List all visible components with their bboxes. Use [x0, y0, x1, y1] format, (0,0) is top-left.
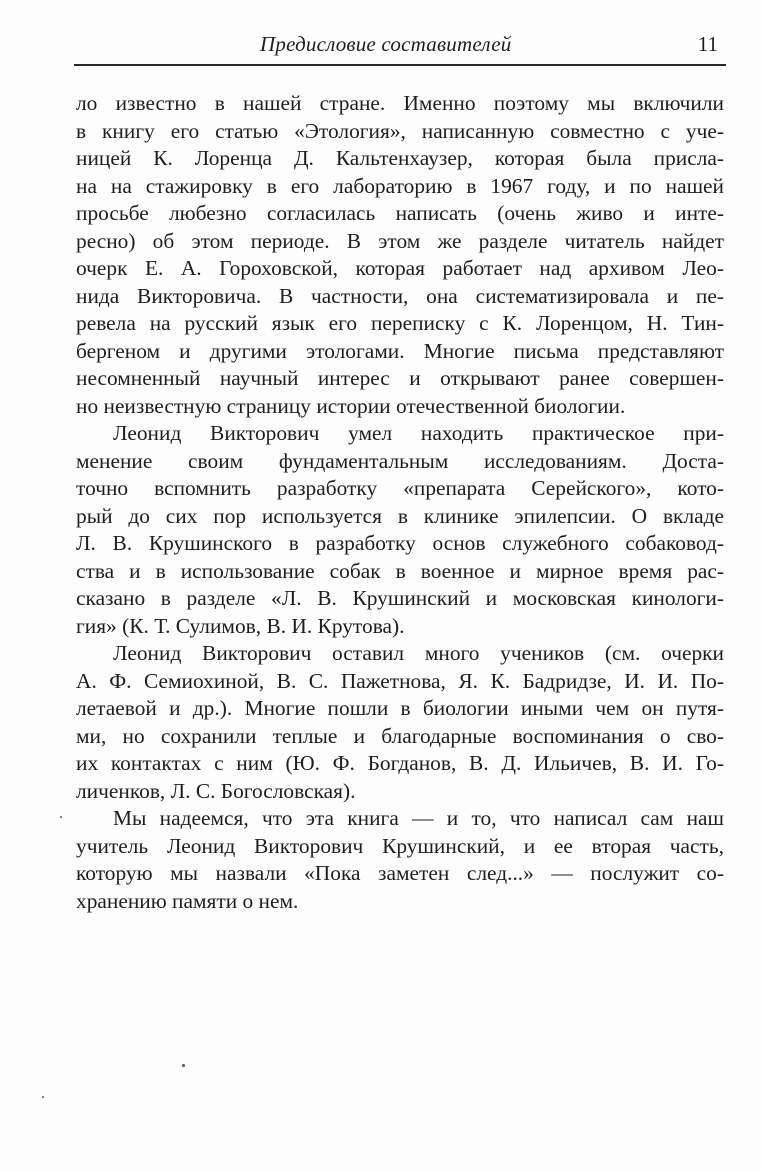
text-line: ресно) об этом периоде. В этом же разделе читатель найдет — [76, 228, 724, 253]
text-line: очерк Е. А. Гороховской, которая работает над архивом Лео- — [76, 256, 724, 280]
text-line: несомненный научный интерес и открывают ранее совершен- — [76, 366, 724, 390]
text-line: хранению памяти о нем. — [76, 888, 299, 913]
text-line: ревела на русский язык его переписку с К. Лоренцом, Н. Тин- — [76, 311, 724, 335]
scan-speck — [42, 1096, 44, 1098]
text-line: Леонид Викторович оставил много учеников (см. очерки — [113, 641, 724, 665]
body-text — [76, 90, 724, 915]
text-line: которую мы назвали «Пока заметен след...» — послужит со- — [76, 861, 724, 885]
text-line: просьбе любезно согласилась написать (очень живо и инте- — [76, 201, 724, 225]
text-line: ми, но сохранили теплые и благодарные воспоминания о сво- — [76, 723, 724, 748]
text-line: ницей К. Лоренца Д. Кальтенхаузер, которая была присла- — [76, 146, 724, 170]
text-line: сказано в разделе «Л. В. Крушинский и московская кинологи- — [76, 586, 724, 610]
text-line: Мы надеемся, что эта книга — и то, что написал сам наш — [113, 806, 724, 830]
text-line: Леонид Викторович умел находить практическое при- — [113, 421, 724, 445]
header-rule — [74, 64, 726, 66]
text-line: учитель Леонид Викторович Крушинский, и ее вторая часть, — [76, 833, 724, 858]
text-line: нида Викторовича. В частности, она систематизировала и пе- — [76, 283, 724, 308]
text-line: ло известно в нашей стране. Именно поэтому мы включили — [76, 91, 724, 115]
text-line: рый до сих пор используется в клинике эпилепсии. О вкладе — [76, 503, 724, 528]
running-header — [74, 28, 724, 64]
scan-speck — [60, 816, 62, 818]
text-line: личенков, Л. С. Богословская). — [76, 778, 356, 803]
scan-speck — [182, 1064, 185, 1067]
text-line: их контактах с ним (Ю. Ф. Богданов, В. Д. Ильичев, В. И. Го- — [76, 751, 724, 775]
text-line: бергеном и другими этологами. Многие письма представляют — [76, 338, 724, 363]
text-line: Л. В. Крушинского в разработку основ служебного собаковод- — [76, 531, 724, 555]
text-line: А. Ф. Семиохиной, В. С. Пажетнова, Я. К. Бадридзе, И. И. По- — [76, 668, 724, 693]
text-line: ства и в использование собак в военное и мирное время рас- — [76, 558, 724, 583]
text-line: летаевой и др.). Многие пошли в биологии иными чем он путя- — [76, 696, 724, 720]
text-line: точно вспомнить разработку «препарата Серейского», кото- — [76, 476, 724, 500]
text-line: менение своим фундаментальным исследованиям. Доста- — [76, 448, 724, 473]
text-line: на на стажировку в его лабораторию в 1967 году, и по нашей — [76, 173, 724, 198]
page-number: 11 — [697, 32, 718, 56]
running-title: Предисловие составителей — [260, 32, 512, 56]
text-line: но неизвестную страницу истории отечественной биологии. — [76, 393, 626, 418]
text-line: гия» (К. Т. Сулимов, В. И. Крутова). — [76, 613, 405, 638]
text-line: в книгу его статью «Этология», написанную совместно с уче- — [76, 118, 724, 143]
